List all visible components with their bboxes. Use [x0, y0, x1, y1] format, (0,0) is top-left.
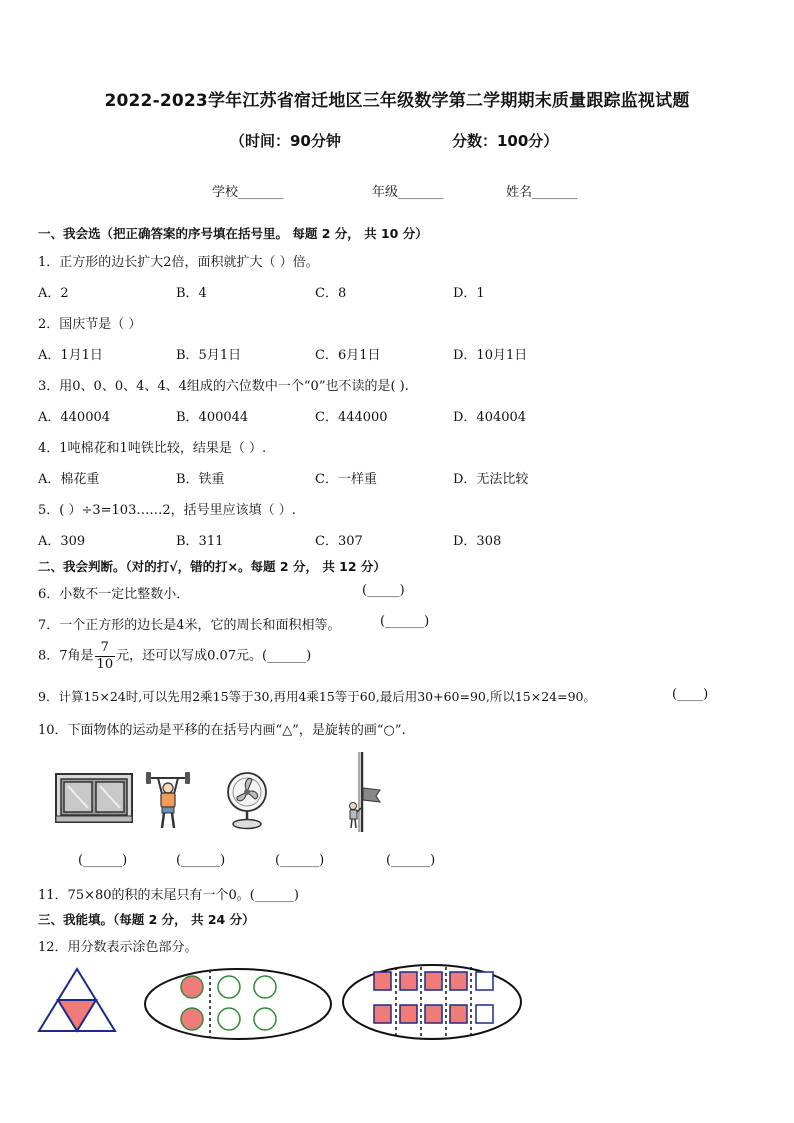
- q7-answer-blank[interactable]: (______): [380, 614, 430, 629]
- q1-option-a: A．2: [38, 286, 69, 301]
- q4-option-c: C．一样重: [315, 472, 377, 487]
- weightlifter-illustration: [144, 766, 192, 830]
- school-field: 学校_______: [212, 185, 284, 200]
- square-shaded: [425, 972, 442, 990]
- q6-answer-blank[interactable]: (_____): [362, 583, 405, 598]
- fan-illustration: [224, 768, 270, 830]
- fraction-denominator: 10: [96, 657, 114, 672]
- q5-option-b: B．311: [176, 534, 224, 549]
- q5-option-c: C．307: [315, 534, 363, 549]
- q2-option-d: D．10月1日: [453, 348, 528, 363]
- section-3-heading: 三、我能填。（每题 2 分， 共 24 分）: [38, 912, 255, 927]
- q5-option-a: A．309: [38, 534, 86, 549]
- fraction-numerator: 7: [95, 640, 116, 657]
- square-shaded: [374, 972, 391, 990]
- q2-stem: 2．国庆节是（ ）: [38, 317, 142, 332]
- square-empty: [476, 972, 493, 990]
- grade-field: 年级_______: [372, 185, 444, 200]
- q9-stem: 9．计算15×24时,可以先用2乘15等于30,再用4乘15等于60,最后用30+60=90,所以15×24=90。: [38, 689, 596, 704]
- q1-option-b: B．4: [176, 286, 207, 301]
- square-shaded: [400, 1005, 417, 1023]
- exam-score: 分数：100分）: [452, 132, 559, 150]
- q4-option-b: B．铁重: [176, 472, 225, 487]
- q4-option-a: A．棉花重: [38, 472, 100, 487]
- q7-stem: 7．一个正方形的边长是4米，它的周长和面积相等。: [38, 618, 341, 633]
- circle-empty: [254, 976, 276, 998]
- circle-empty: [218, 1008, 240, 1030]
- q4-stem: 4．1吨棉花和1吨铁比较，结果是（ ）.: [38, 441, 267, 456]
- q10-blank-fan[interactable]: (______): [275, 853, 325, 868]
- circle-shaded: [181, 976, 203, 998]
- q8-prefix: 8．7角是: [38, 648, 94, 664]
- section-2-heading: 二、我会判断。（对的打√，错的打×。每题 2 分， 共 12 分）: [38, 559, 386, 574]
- square-shaded: [450, 1005, 467, 1023]
- square-shaded: [400, 972, 417, 990]
- q8-suffix: 元，还可以写成0.07元。(______): [116, 648, 312, 664]
- shaded-squares-figure: [340, 962, 524, 1042]
- q10-blank-flag[interactable]: (______): [386, 853, 436, 868]
- name-field: 姓名_______: [506, 185, 578, 200]
- q9-answer-blank[interactable]: (____): [672, 687, 709, 702]
- q1-option-d: D．1: [453, 286, 485, 301]
- q2-option-a: A．1月1日: [38, 348, 103, 363]
- square-shaded: [450, 972, 467, 990]
- q12-stem: 12．用分数表示涂色部分。: [38, 940, 198, 955]
- q10-blank-weightlifter[interactable]: (______): [176, 853, 226, 868]
- q3-option-d: D．404004: [453, 410, 527, 425]
- circle-empty: [218, 976, 240, 998]
- circle-shaded: [181, 1008, 203, 1030]
- q2-option-b: B．5月1日: [176, 348, 242, 363]
- q1-option-c: C．8: [315, 286, 347, 301]
- fraction-seven-tenths: [95, 640, 116, 673]
- circle-empty: [254, 1008, 276, 1030]
- shaded-circles-figure: [142, 966, 334, 1042]
- q11-stem: 11．75×80的积的末尾只有一个0。(______): [38, 888, 299, 903]
- q3-stem: 3．用0、0、0、4、4、4组成的六位数中一个“0”也不读的是( ).: [38, 379, 409, 394]
- q5-option-d: D．308: [453, 534, 502, 549]
- square-shaded: [425, 1005, 442, 1023]
- q3-option-c: C．444000: [315, 410, 388, 425]
- square-shaded: [374, 1005, 391, 1023]
- exam-time: （时间：90分钟: [230, 132, 341, 150]
- q2-option-c: C．6月1日: [315, 348, 381, 363]
- q4-option-d: D．无法比较: [453, 472, 529, 487]
- q3-option-a: A．440004: [38, 410, 111, 425]
- square-empty: [476, 1005, 493, 1023]
- q6-stem: 6．小数不一定比整数小．: [38, 587, 190, 602]
- q10-stem: 10．下面物体的运动是平移的在括号内画“△”，是旋转的画“○”.: [38, 723, 406, 738]
- section-1-heading: 一、我会选（把正确答案的序号填在括号里。 每题 2 分， 共 10 分）: [38, 226, 428, 241]
- window-illustration: [54, 772, 134, 824]
- q1-stem: 1．正方形的边长扩大2倍，面积就扩大（ ）倍。: [38, 255, 319, 270]
- shaded-triangle-figure: [36, 966, 118, 1034]
- q5-stem: 5．( ）÷3=103……2，括号里应该填（ ）.: [38, 503, 296, 518]
- page-title: 2022-2023学年江苏省宿迁地区三年级数学第二学期期末质量跟踪监视试题: [104, 91, 690, 111]
- q10-blank-window[interactable]: (______): [78, 853, 128, 868]
- q8-stem: [38, 640, 311, 673]
- flag-raising-illustration: [344, 750, 384, 834]
- q3-option-b: B．400044: [176, 410, 249, 425]
